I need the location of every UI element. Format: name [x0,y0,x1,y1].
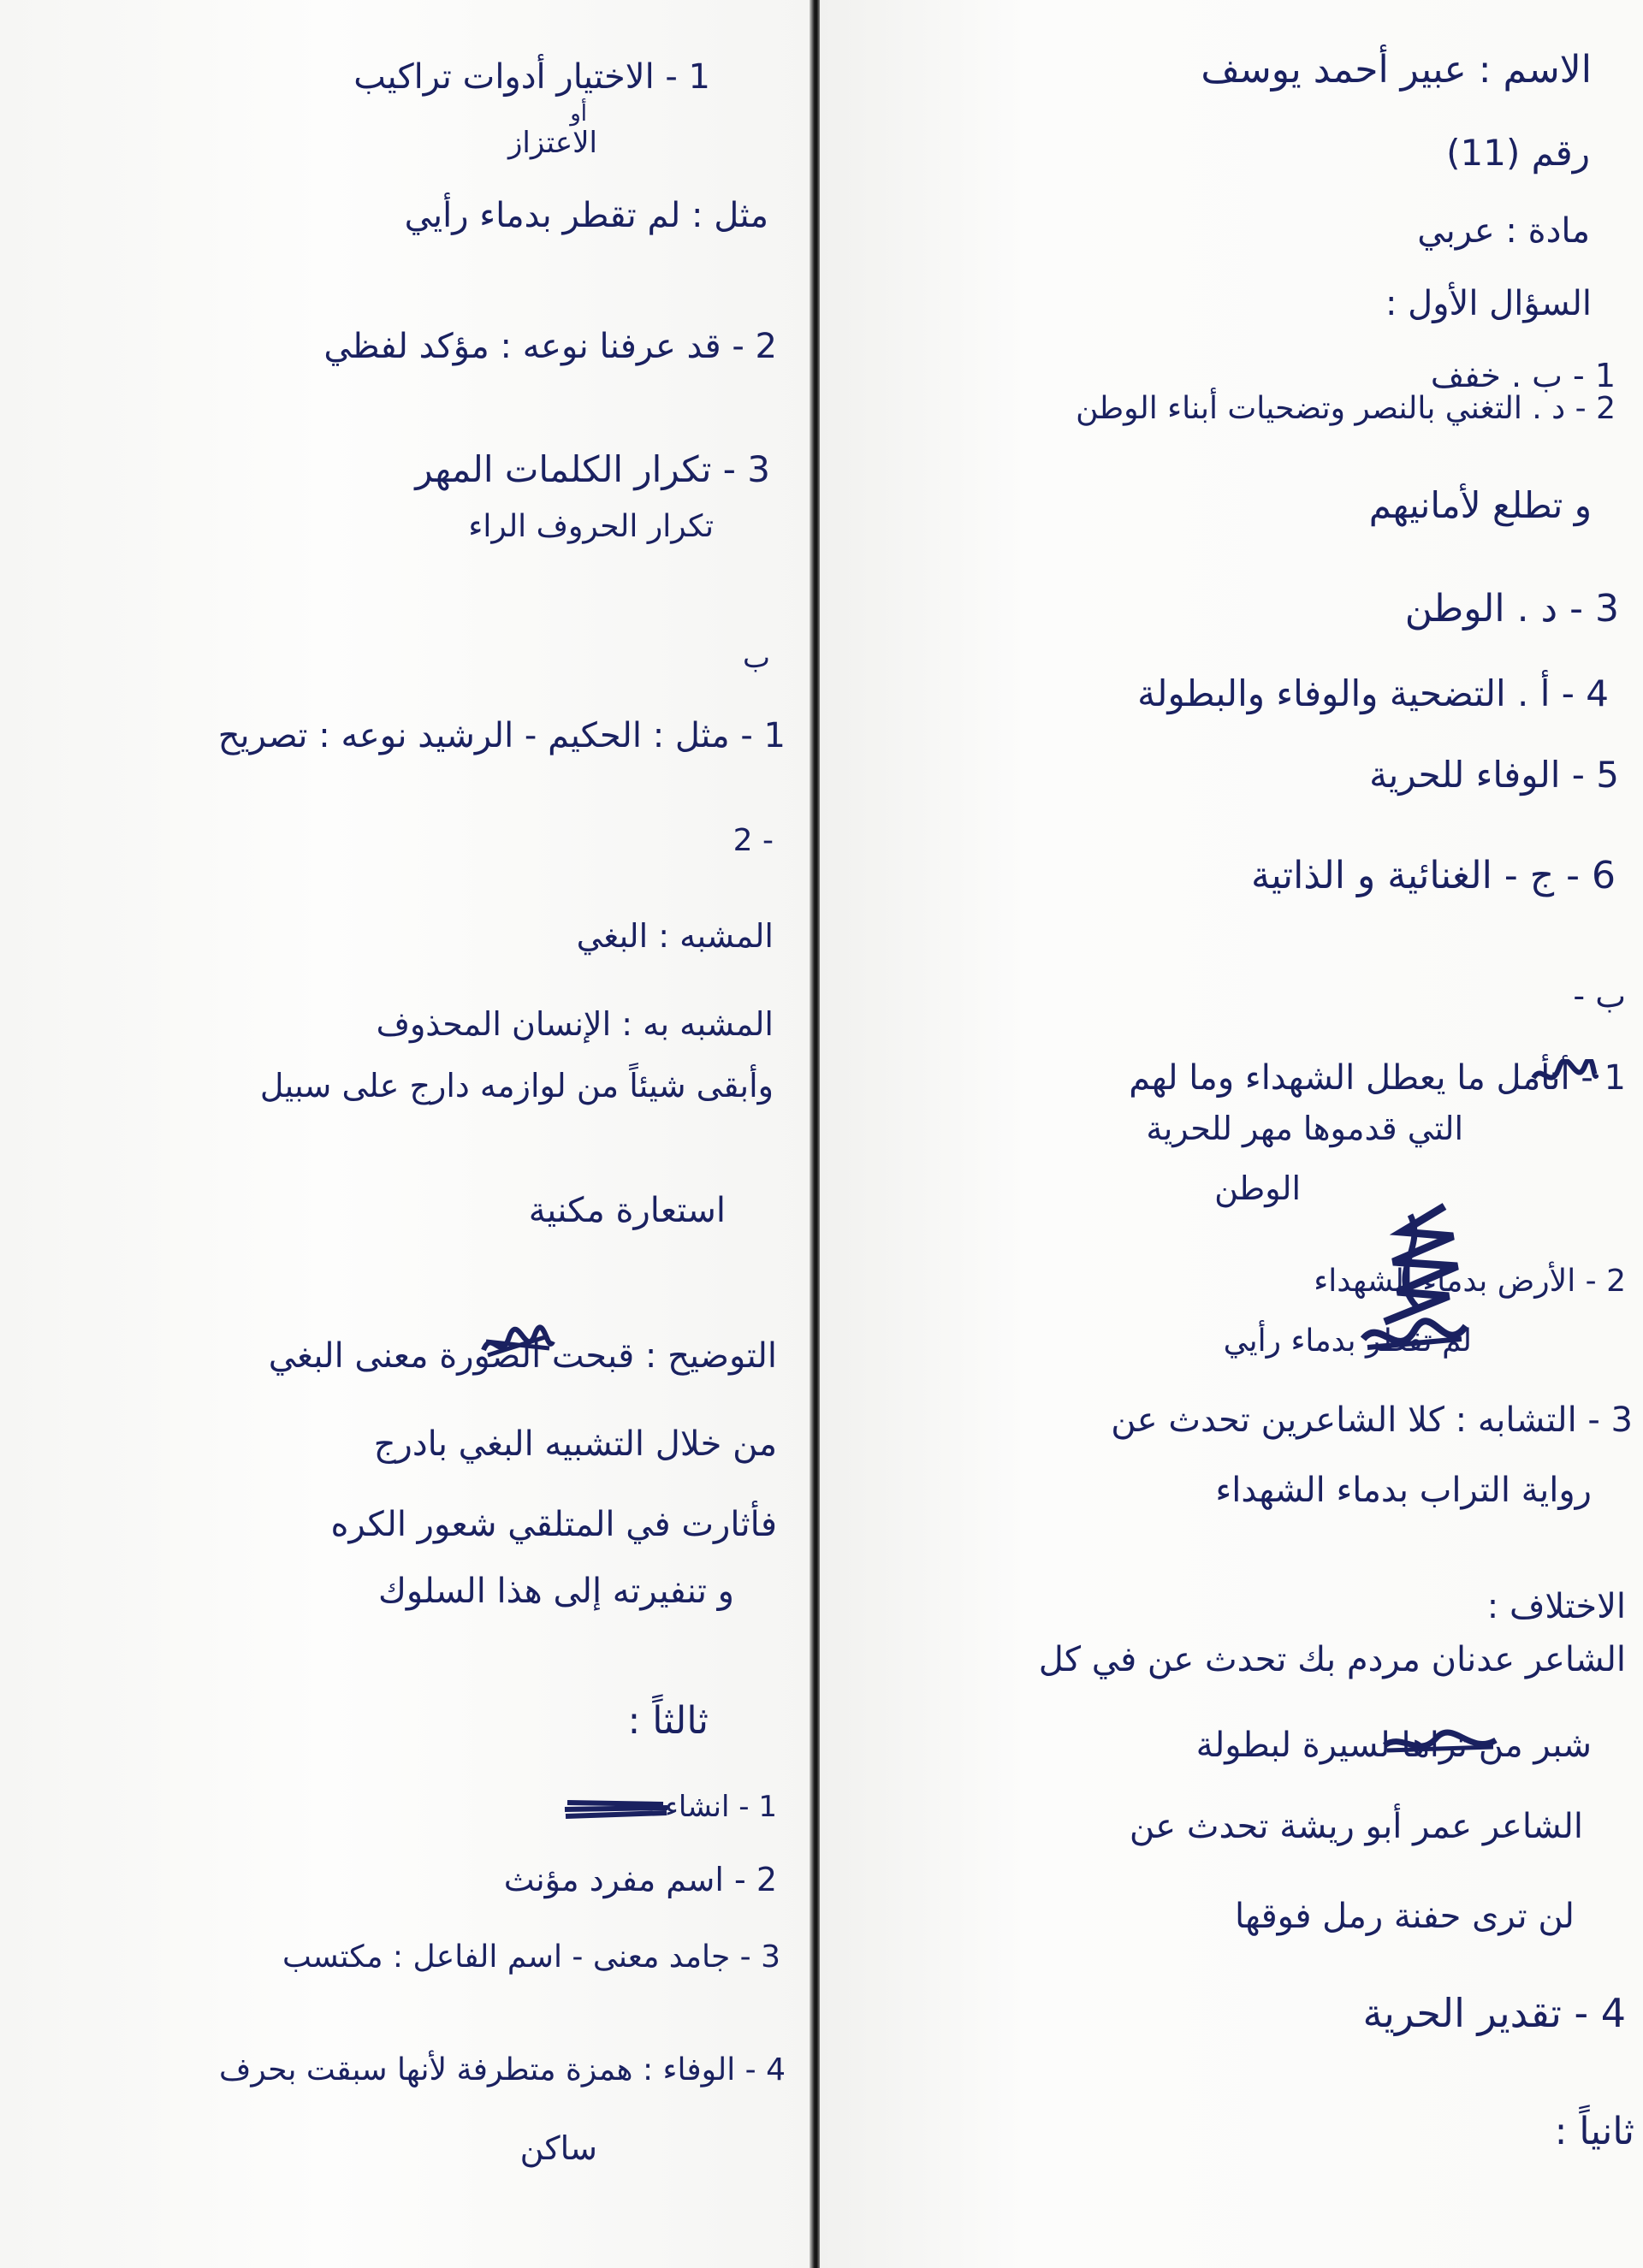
left-t3: 3 - جامد معنى - اسم الفاعل : مكتسب [282,1939,780,1975]
question-one-title: السؤال الأول : [1385,284,1592,323]
left-explain-2: من خلال التشبيه البغي بادرج [373,1424,777,1464]
difference-line1: الشاعر عدنان مردم بك تحدث عن في كل [1038,1640,1626,1679]
answer-5: 5 - الوفاء للحرية [1369,754,1619,796]
left-q1-line2: أو [570,101,587,127]
right-page [820,0,1643,2268]
b1-line1: 1 - أتأمل ما يعطل الشهداء وما لهم [1129,1058,1626,1098]
b1-line2: التي قدموها مهر للحرية [1146,1110,1463,1147]
difference-line3: الشاعر عمر أبو ريشة تحدث عن [1129,1807,1583,1846]
left-b2: 2 - [733,823,774,858]
left-t1: 1 - انشاء [664,1790,777,1824]
b3-line1: 3 - التشابه : كلا الشاعرين تحدث عن [1111,1400,1633,1440]
section-b-title: ب - [1573,977,1626,1015]
b2-line1: 2 - الأرض بدماء الشهداء [1314,1264,1626,1299]
left-explain-1: التوضيح : قبحت الصورة معنى البغي [268,1336,777,1376]
b2-line2: لم تقطر بدماء رأيي [1223,1323,1472,1359]
left-t4-line2: ساكن [519,2129,597,2167]
left-q2: 2 - قد عرفنا نوعه : مؤكد لفظي [323,327,777,366]
b3-line2: رواية التراب بدماء الشهداء [1215,1471,1592,1510]
answer-4: 4 - أ . التضحية والوفاء والبطولة [1137,672,1609,714]
b4-answer: 4 - تقدير الحرية [1362,1990,1626,2036]
left-q1-example: مثل : لم تقطر بدماء رأيي [404,196,768,235]
left-t4-line1: 4 - الوفاء : همزة متطرفة لأنها سبقت بحرف [219,2052,786,2087]
left-explain-4: و تنفيرته إلى هذا السلوك [377,1572,734,1611]
difference-title: الاختلاف : [1486,1587,1626,1626]
second-section-title: ثانياً : [1554,2110,1634,2153]
student-name: الاسم : عبير أحمد يوسف [1201,48,1592,92]
left-mushabbah-bih: المشبه به : الإنسان المحذوف [376,1005,774,1043]
left-third-title: ثالثاً : [627,1699,709,1743]
answer-6: 6 - ج - الغنائية و الذاتية [1250,854,1616,897]
left-q1-line1: 1 - الاختيار أدوات تراكيب [353,57,710,97]
left-kept-line: وأبقى شيئاً من لوازمه دارج على سبيل [259,1067,774,1104]
left-q1-line3: الاعتزاز [507,126,597,160]
answer-3: 3 - د . الوطن [1404,587,1619,631]
left-explain-3: فأثارت في المتلقي شعور الكره [330,1505,777,1544]
student-number: رقم (11) [1446,132,1590,174]
subject: مادة : عربي [1417,211,1590,251]
left-page [0,0,811,2268]
crossed-out-scribble [561,1792,672,1827]
crossed-out-scribble [1380,1728,1500,1762]
answer-2-line1: 2 - د . التغني بالنصر وتضحيات أبناء الوطن [1076,391,1616,426]
crossed-out-scribble [1359,1313,1470,1365]
difference-line4: لن ترى حفنة رمل فوقها [1234,1897,1575,1936]
left-t2: 2 - اسم مفرد مؤنث [503,1861,777,1898]
left-mushabbah: المشبه : البغي [576,917,774,955]
left-q3-line2: تكرار الحروف الراء [468,509,714,544]
answer-2-line2: و تطلع لأمانيهم [1368,484,1592,526]
b1-line3: الوطن [1214,1170,1301,1207]
left-b1: 1 - مثل : الحكيم - الرشيد نوعه : تصريح [217,716,786,755]
left-b-label: ب [742,641,770,675]
left-q3-line1: 3 - تكرار الكلمات المهر [415,448,770,490]
left-isti3ara: استعارة مكنية [528,1191,726,1230]
crossed-out-scribble [1530,1059,1599,1093]
crossed-out-scribble [479,1324,556,1367]
difference-line2: شبر من ثراها لسيرة لبطولة [1195,1726,1592,1765]
answer-1: 1 - ب . خفف [1430,357,1616,394]
